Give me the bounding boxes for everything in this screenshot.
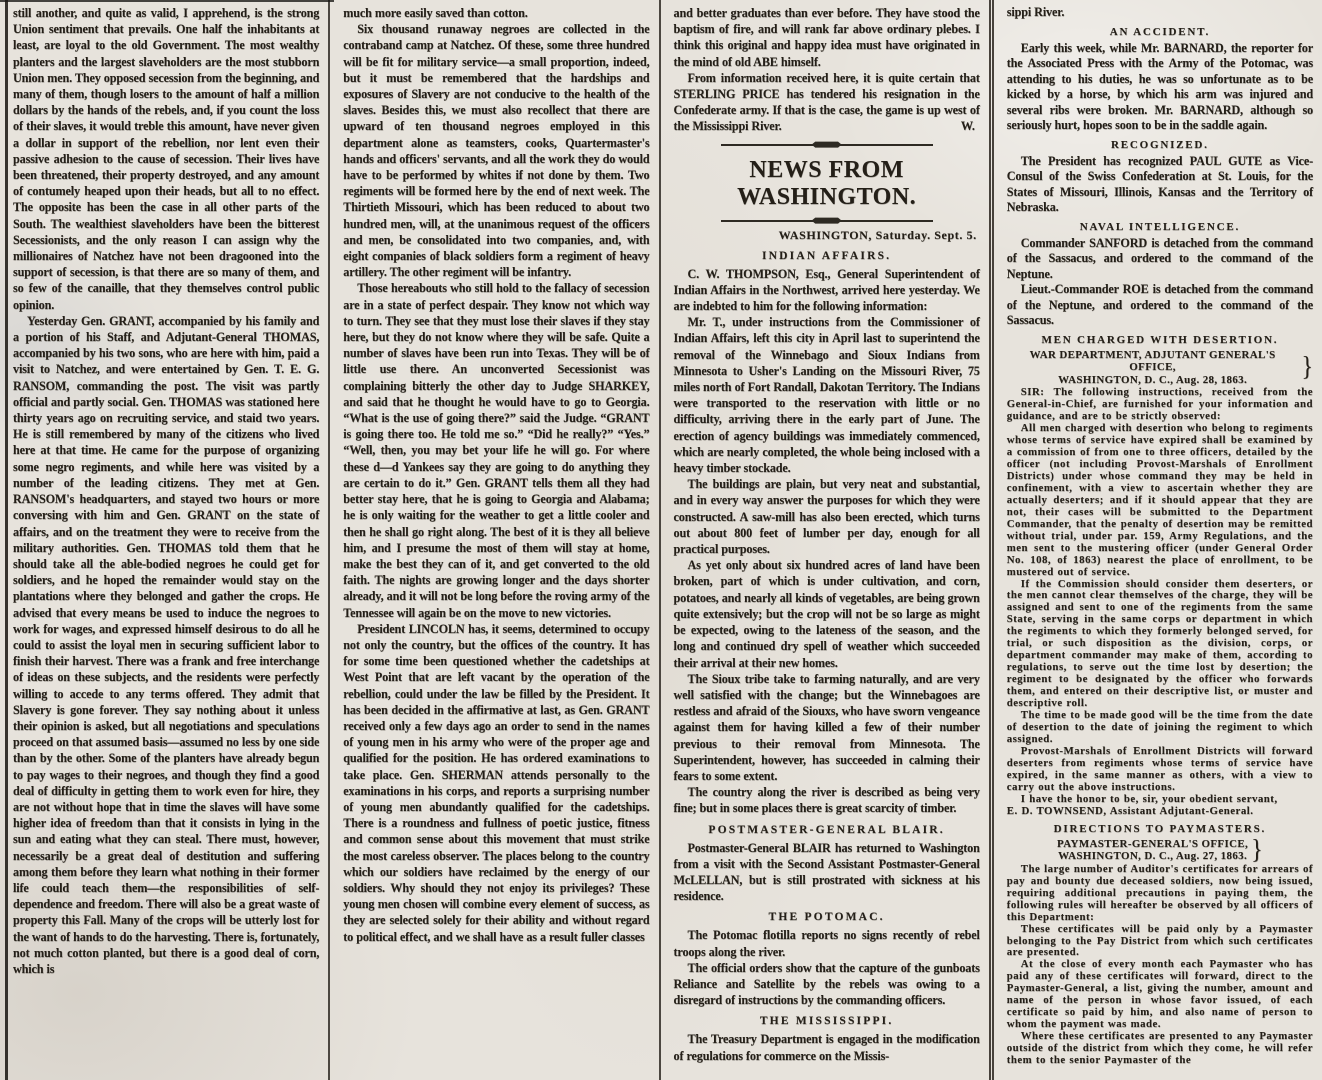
paragraph: Early this week, while Mr. BARNARD, the reporter for the Associated Press with the Army of the Potomac, was attending to his duties, he was so unfortunate as to be kicked by a horse, by which his arm was injured and several ribs were broken. Mr. BARNARD, although so seriously hurt, hopes soon to be in the saddle again. (1006, 40, 1313, 132)
column-2 (328, 0, 658, 1080)
office-dateline-lines (1057, 838, 1248, 863)
paragraph: E. D. TOWNSEND, Assistant Adjutant-General. (1006, 804, 1254, 817)
paragraph: The President has recognized PAUL GUTE as Vice-Consul of the Swiss Confederation at St. Louis, for the States of Missouri, Illinois, Kansas and the Territory of Nebraska. (1006, 153, 1313, 214)
column-3 (659, 0, 989, 1080)
office-dateline-line: PAYMASTER-GENERAL'S OFFICE, (1057, 837, 1249, 850)
section-heading: THE MISSISSIPPI. (759, 1015, 894, 1028)
correspondent-signature: W. (960, 119, 975, 134)
section-heading: MEN CHARGED WITH DESERTION. (1041, 333, 1279, 346)
paragraph: Lieut.-Commander ROE is detached from the command of the Neptune, and ordered to the command of the Sassacus. (1006, 282, 1313, 327)
section-heading: NAVAL INTELLIGENCE. (1079, 220, 1241, 233)
paragraph: Provost-Marshals of Enrollment Districts will forward deserters from regiments whose terms of service have expired, in the same manner as others, with a view to carry out the above instructions. (1006, 744, 1313, 793)
office-dateline-line: WAR DEPARTMENT, ADJUTANT GENERAL'S OFFICE, (1029, 348, 1276, 374)
paragraph: much more easily saved than cotton. (343, 6, 528, 20)
paragraph: All men charged with desertion who belong to regiments whose terms of service have expired shall be examined by a commission of from one to three officers, detailed by the officer (not including Provost-Marshals of Enrollment Districts) under whose command they may be held in confinement, with a view to ascertain whether they are actually deserters; and if it should appear that they are not, their cases will be submitted to the Department Commander, that the penalty of desertion may be remitted without trial, under par. 159, Army Regulations, and the men sent to the mustering officer (under General Order No. 108, of 1863) nearest the place of enrollment, to be mustered out of service. (1006, 422, 1313, 578)
office-dateline (1007, 349, 1313, 387)
paragraph: Those hereabouts who still hold to the fallacy of secession are in a state of perfect despair. They know not which way to turn. They see that they must lose their slaves if they stay here, but they do not know where they will be safe. Quite a number of slaves have been run into Texas. They will be of little use there. An unconverted Secessionist was complaining bitterly the other day to Judge SHARKEY, and said that he thought he would have to go to Georgia. “What is the use of going there?” said the Judge. “GRANT is going there too. He told me so.” “Did he really?” “Yes.” “Well, then, you may bet your life he will go. For where these d—d Yankees say they are going to do anything they are certain to do it.” Gen. GRANT tells them all they had better stay here, that he is going to Georgia and Alabama; he is only waiting for the weather to get a little cooler and then he shall go right along. The best of it is they all believe him, and I presume the most of them will stay at home, make the best they can of it, and get converted to the old faith. The nights are growing longer and the days shorter already, and it will not be long before the roving army of the Tennessee will again be on the move to new victories. (343, 281, 650, 620)
paragraph: The Potomac flotilla reports no signs recently of rebel troops along the river. (673, 928, 980, 959)
office-dateline (1007, 835, 1313, 866)
section-heading: THE POTOMAC. (768, 911, 885, 924)
brace-glyph: } (1251, 835, 1263, 866)
office-dateline-line: WASHINGTON, D. C., Aug. 28, 1863. (1058, 373, 1248, 386)
paragraph: The country along the river is described as being very fine; but in some places there is great scarcity of timber. (673, 785, 980, 816)
column-1 (0, 0, 328, 1080)
ornament-rule (721, 220, 933, 222)
paragraph: SIR: The following instructions, received from the General-in-Chief, are furnished for your information and guidance, and are to be strictly observed: (1006, 386, 1313, 423)
paragraph: From information received here, it is quite certain that STERLING PRICE has tendered his resignation in the Confederate army. If that is the case, the game is up west of the Mississippi River. W. (673, 70, 980, 134)
office-dateline-line: WASHINGTON, D. C., Aug. 27, 1863. (1058, 850, 1248, 863)
paragraph: At the close of every month each Paymaster who has paid any of these certificates will forward, direct to the Paymaster-General, a list, giving the number, amount and name of the person in whose favor issued, of each certificate so paid by him, and also name of person to whom the payment was made. (1006, 958, 1313, 1031)
paragraph: Yesterday Gen. GRANT, accompanied by his family and a portion of his Staff, and Adjutant-General THOMAS, accompanied by his two sons, who are here with him, paid a visit to Natchez, and were entertained by Gen. T. E. G. RANSOM, commanding the post. The visit was partly official and partly social. Gen. THOMAS was stationed here thirty years ago on recruiting service, and staid two years. He is still remembered by many of the citizens who lived here at that time. He came for the purpose of organizing some negro regiments, and while here was visited by a number of the leading citizens. They met at Gen. RANSOM's headquarters, and stayed two hours or more conversing with him and Gen. GRANT on the state of affairs, and on the treatment they were to receive from the military authorities. Gen. THOMAS told them that he should take all the able-bodied negroes he could get for soldiers, and he hoped the remainder would stay on the plantations where they belonged and gather the crops. He advised that every means be used to induce the negroes to work for wages, and expressed himself desirous to do all he could to assist the loyal men in securing sufficient labor to finish their harvest. There was a frank and free interchange of ideas on these subjects, and the residents were perfectly willing to accede to any terms offered. They admit that Slavery is gone forever. They say nothing about it unless their opinion is asked, but all negotiations and speculations proceed on that assumed basis—assumed no less by one side than by the other. Some of the planters have already begun to pay wages to their negroes, and though they find a good deal of difficulty in getting them to work even for hire, they are not without hope that in time the slaves will have some higher idea of freedom than that it consists in lying in the sun and eating what they can steal. There must, however, necessarily be a great deal of destitution and suffering among them before they learn what nothing in their former life could teach them—the responsibilities of self-dependence and freedom. There will also be a great waste of property this Fall. Many of the crops will be utterly lost for the want of hands to do the harvesting. There is, fortunately, not much cotton planted, but there is a good deal of corn, which is (13, 313, 320, 976)
column-4 (989, 0, 1322, 1080)
brace-glyph: } (1301, 352, 1313, 383)
paragraph: Six thousand runaway negroes are collected in the contraband camp at Natchez. Of these, some three hundred will be fit for military service—a small proportion, indeed, but it must be remembered that the hardships and exposures of Slavery are not conducive to the health of the slaves. Besides this, we must also recollect that there are upward of ten thousand negroes employed in this department alone as teamsters, cooks, Quartermaster's hands and officers' servants, and all the work they do would have to be performed by whites if not done by them. Two regiments will be formed here by the end of next week. The Thirtieth Missouri, which has been reduced to about two hundred men, will, at the unanimous request of the officers and men, be consolidated into two companies, and, with eight companies of black soldiers form a regiment of heavy artillery. The other regiment will be infantry. (343, 22, 650, 280)
paragraph: The buildings are plain, but very neat and substantial, and in every way answer the purposes for which they were constructed. A saw-mill has also been erected, which turns out about 800 feet of lumber per day, enough for all practical purposes. (673, 477, 980, 557)
paragraph: Where these certificates are presented to any Paymaster outside of the district from which they come, he will refer them to the senior Paymaster of the (1006, 1030, 1313, 1067)
section-heading: DIRECTIONS TO PAYMASTERS. (1053, 822, 1267, 835)
section-heading: INDIAN AFFAIRS. (761, 249, 892, 262)
paragraph: still another, and quite as valid, I apprehend, is the strong Union sentiment that prevails. One half the inhabitants at least, are loyal to the old Government. The most wealthy planters and the largest slaveholders are the most stubborn Union men. They opposed secession from the beginning, and many of them, though losers to the amount of half a million dollars by the hands of the rebels, and, if you count the loss of their slaves, it would treble this amount, have never given a dollar in support of the rebellion, nor lent even their passive adhesion to the cause of secession. Their lives have been threatened, their property destroyed, and any amount of contumely heaped upon their heads, but all to no effect. The opposite has been the case in all other parts of the South. The wealthiest slaveholders have been the bitterest Secessionists, and the only reason I can assign why the millionaires of Natchez have not been dragooned into the support of secession, is that there are so many of them, and so few of the canaille, that they themselves control public opinion. (13, 6, 320, 312)
paragraph: The official orders show that the capture of the gunboats Reliance and Satellite by the rebels was owing to a disregard of instructions by the commanding officers. (673, 960, 980, 1008)
dateline: WASHINGTON, Saturday. Sept. 5. (778, 227, 977, 242)
paragraph: If the Commission should consider them deserters, or the men cannot clear themselves of the charge, they will be assigned and sent to one of the regiments from the same State, serving in the same corps or department in which the regiments to which they formerly belonged served, for trial, or such disposition as the division, corps, or department commander may make of them, according to regulations, to serve out the time lost by desertion; the regiment to be designated by the officer who forwards them, and entered on their descriptive list, or muster and descriptive roll. (1006, 577, 1313, 710)
section-heading: RECOGNIZED. (1111, 138, 1209, 151)
paragraph: The Sioux tribe take to farming naturally, and are very well satisfied with the change; but the Winnebagoes are restless and afraid of the Siouxs, who have sworn vengeance against them for having killed a few of their number previous to their removal from Minnesota. The Superintendent, however, has succeeded in calming their fears to some extent. (673, 671, 980, 783)
paragraph: and better graduates than ever before. They have stood the baptism of fire, and will rank far above ordinary plebes. I think this original and happy idea must have originated in the mind of old ABE himself. (673, 6, 980, 69)
paragraph: Mr. T., under instructions from the Commissioner of Indian Affairs, left this city in April last to superintend the removal of the Winnebago and Sioux Indians from Minnesota to Usher's Landing on the Missouri River, 75 miles north of Fort Randall, Dakotan Territory. The Indians were transported to the reservation with little or no difficulty, arriving there in the early part of June. The erection of agency buildings was immediately commenced, which are nearly completed, the whole being inclosed with a heavy timber stockade. (673, 315, 980, 476)
ornament-rule (721, 144, 933, 146)
paragraph: President LINCOLN has, it seems, determined to occupy not only the country, but the offices of the country. It has for some time been questioned whether the cadetships at West Point that are left vacant by the operation of the rebellion, could under the law be filled by the President. It has been decided in the affirmative at last, as Gen. GRANT received only a few days ago an order to send in the names of young men in his army who were of the proper age and qualified for the position. He has ordered examinations to take place. Gen. SHERMAN attends personally to the examinations in his corps, and reports a surprising number of young men abundantly qualified for the cadetships. There is a roundness and fullness of poetic justice, fitness and common sense about this movement that must strike the most careless observer. The places belong to the country which our soldiers have reclaimed by the energy of our soldiers. Why should they not enjoy its privileges? These young men chosen will combine every element of success, as they are selected solely for their ability and without regard to political effect, and we shall have as a result fuller classes (343, 621, 650, 944)
section-heading: AN ACCIDENT. (1109, 25, 1210, 38)
paragraph: The time to be made good will be the time from the date of desertion to the date of joining the regiment to which assigned. (1006, 709, 1313, 745)
paragraph: C. W. THOMPSON, Esq., General Superintendent of Indian Affairs in the Northwest, arrived here yesterday. We are indebted to him for the following information: (673, 266, 980, 314)
article-headline: NEWS FROM WASHINGTON. (737, 156, 917, 210)
paragraph: The Treasury Department is engaged in the modification of regulations for commerce on the Missis- (673, 1032, 980, 1063)
paragraph: Commander SANFORD is detached from the command of the Sassacus, and ordered to the command of the Neptune. (1006, 235, 1313, 281)
paragraph: Postmaster-General BLAIR has returned to Washington from a visit with the Second Assistant Postmaster-General McLELLAN, but is still prostrated with sickness at his residence. (673, 840, 980, 904)
office-dateline-lines (1007, 349, 1299, 387)
paragraph: As yet only about six hundred acres of land have been broken, part of which is under cultivation, and corn, potatoes, and nearly all kinds of vegetables, are being grown quite extensively; but the crop will not be so large as might be expected, owing to the lateness of the season, and the long and continued dry spell of weather which succeeded their arrival at their new homes. (673, 558, 980, 670)
paragraph: The large number of Auditor's certificates for arrears of pay and bounty due deceased soldiers, now being issued, requiring additional precautions in paying them, the following rules will hereafter be observed by all officers of this Department: (1006, 862, 1313, 923)
paragraph: sippi River. (1006, 5, 1065, 19)
paragraph: I have the honor to be, sir, your obedient servant, (1020, 792, 1278, 805)
section-heading: POSTMASTER-GENERAL BLAIR. (708, 823, 945, 836)
paragraph: These certificates will be paid only by a Paymaster belonging to the Pay District from which such certificates are presented. (1006, 922, 1313, 959)
